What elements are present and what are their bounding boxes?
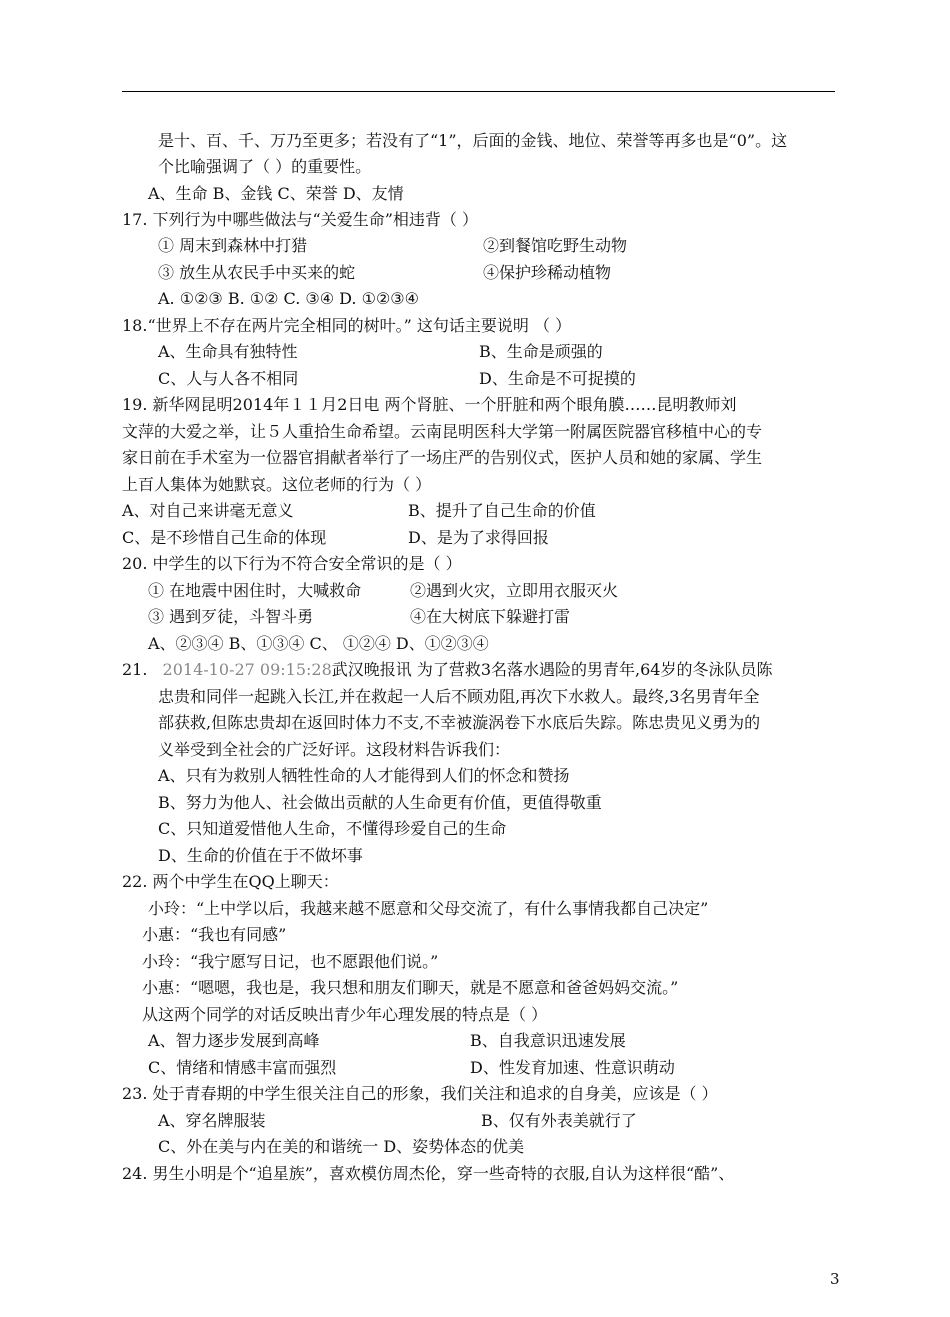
option-b: B、努力为他人、社会做出贡献的人生命更有价值，更值得敬重 <box>158 793 602 812</box>
text-line: 义举受到全社会的广泛好评。这段材料告诉我们： <box>158 740 511 759</box>
option-b: B、生命是顽强的 <box>479 342 603 361</box>
dialogue-line: 小玲：“上中学以后，我越来越不愿意和父母交流了，有什么事情我都自己决定” <box>148 899 709 918</box>
option-b: B、提升了自己生命的价值 <box>408 501 596 520</box>
item: ③ 放生从农民手中买来的蛇 <box>158 263 356 282</box>
text-line: 家日前在手术室为一位器官捐献者举行了一场庄严的告别仪式，医护人员和她的家属、学生 <box>122 448 763 467</box>
option-c: C、人与人各不相同 <box>158 369 299 388</box>
option-c: C、只知道爱惜他人生命，不懂得珍爱自己的生命 <box>158 819 507 838</box>
option-a: A、穿名牌服装 <box>158 1111 266 1130</box>
question-21 <box>122 659 772 681</box>
item: ④在大树底下躲避打雷 <box>410 607 571 626</box>
question-19: 19. 新华网昆明2014年１１月2日电 两个肾脏、一个肝脏和两个眼角膜……昆明教师刘 <box>122 395 737 414</box>
option-b: B、仅有外表美就行了 <box>481 1111 637 1130</box>
option-c: C、情绪和情感丰富而强烈 <box>148 1058 337 1077</box>
option-a: A、对自己来讲毫无意义 <box>122 501 294 520</box>
option-a: A、只有为救别人牺牲性命的人才能得到人们的怀念和赞扬 <box>158 766 570 785</box>
page-number: 3 <box>830 1270 840 1288</box>
question-20: 20. 中学生的以下行为不符合安全常识的是（ ） <box>122 554 462 573</box>
options-line: A、②③④ B、①③④ C、 ①②④ D、①②③④ <box>148 634 489 653</box>
news-timestamp: 2014-10-27 09:15:28 <box>162 660 332 679</box>
option-c: C、是不珍惜自己生命的体现 <box>122 528 327 547</box>
question-17: 17. 下列行为中哪些做法与“关爱生命”相违背（ ） <box>122 210 478 229</box>
item: ④保护珍稀动植物 <box>483 263 612 282</box>
item: ②到餐馆吃野生动物 <box>483 236 628 255</box>
question-22: 22. 两个中学生在QQ上聊天： <box>122 872 339 891</box>
item: ③ 遇到歹徒，斗智斗勇 <box>148 607 314 626</box>
question-24: 24. 男生小明是个“追星族”，喜欢模仿周杰伦，穿一些奇特的衣服,自认为这样很“酷”、 <box>122 1164 735 1183</box>
text-line: 上百人集体为她默哀。这位老师的行为（ ） <box>122 475 432 494</box>
text-line: 是十、百、千、万乃至更多；若没有了“1”，后面的金钱、地位、荣誉等再多也是“0”。这 <box>158 131 788 150</box>
dialogue-line: 小惠：“我也有同感” <box>142 925 287 944</box>
dialogue-line: 小惠：“嗯嗯，我也是，我只想和朋友们聊天，就是不愿意和爸爸妈妈交流。” <box>142 978 679 997</box>
item: ① 在地震中困住时，大喊救命 <box>148 581 362 600</box>
question-18: 18.“世界上不存在两片完全相同的树叶。” 这句话主要说明 （ ） <box>122 316 572 335</box>
text-line: 武汉晚报讯 为了营救3名落水遇险的男青年,64岁的冬泳队员陈 <box>331 660 773 679</box>
option-d: D、生命的价值在于不做坏事 <box>158 846 363 865</box>
options-line: A. ①②③ B. ①② C. ③④ D. ①②③④ <box>158 289 419 308</box>
options-line: A、生命 B、金钱 C、荣誉 D、友情 <box>148 184 404 203</box>
header-rule <box>122 91 835 92</box>
text-line: 忠贵和同伴一起跳入长江,并在救起一人后不顾劝阻,再次下水救人。最终,3名男青年全 <box>158 687 760 706</box>
option-a: A、智力逐步发展到高峰 <box>148 1031 320 1050</box>
question-23: 23. 处于青春期的中学生很关注自己的形象，我们关注和追求的自身美，应该是（ ） <box>122 1084 718 1103</box>
option-b: B、自我意识迅速发展 <box>470 1031 626 1050</box>
option-d: D、是为了求得回报 <box>408 528 549 547</box>
text-line: 个比喻强调了（ ）的重要性。 <box>158 157 372 176</box>
text-line: 部获救,但陈忠贵却在返回时体力不支,不幸被漩涡卷下水底后失踪。陈忠贵见义勇为的 <box>158 713 761 732</box>
item: ②遇到火灾，立即用衣服灭火 <box>410 581 619 600</box>
text-line: 从这两个同学的对话反映出青少年心理发展的特点是（ ） <box>142 1005 548 1024</box>
question-number: 21. <box>122 660 148 679</box>
options-line: C、外在美与内在美的和谐统一 D、姿势体态的优美 <box>158 1137 525 1156</box>
text-line: 文萍的大爱之举，让５人重拾生命希望。云南昆明医科大学第一附属医院器官移植中心的专 <box>122 422 763 441</box>
option-a: A、生命具有独特性 <box>158 342 298 361</box>
option-d: D、生命是不可捉摸的 <box>479 369 636 388</box>
item: ① 周末到森林中打猎 <box>158 236 308 255</box>
dialogue-line: 小玲：“我宁愿写日记，也不愿跟他们说。” <box>142 952 439 971</box>
option-d: D、性发育加速、性意识萌动 <box>470 1058 675 1077</box>
